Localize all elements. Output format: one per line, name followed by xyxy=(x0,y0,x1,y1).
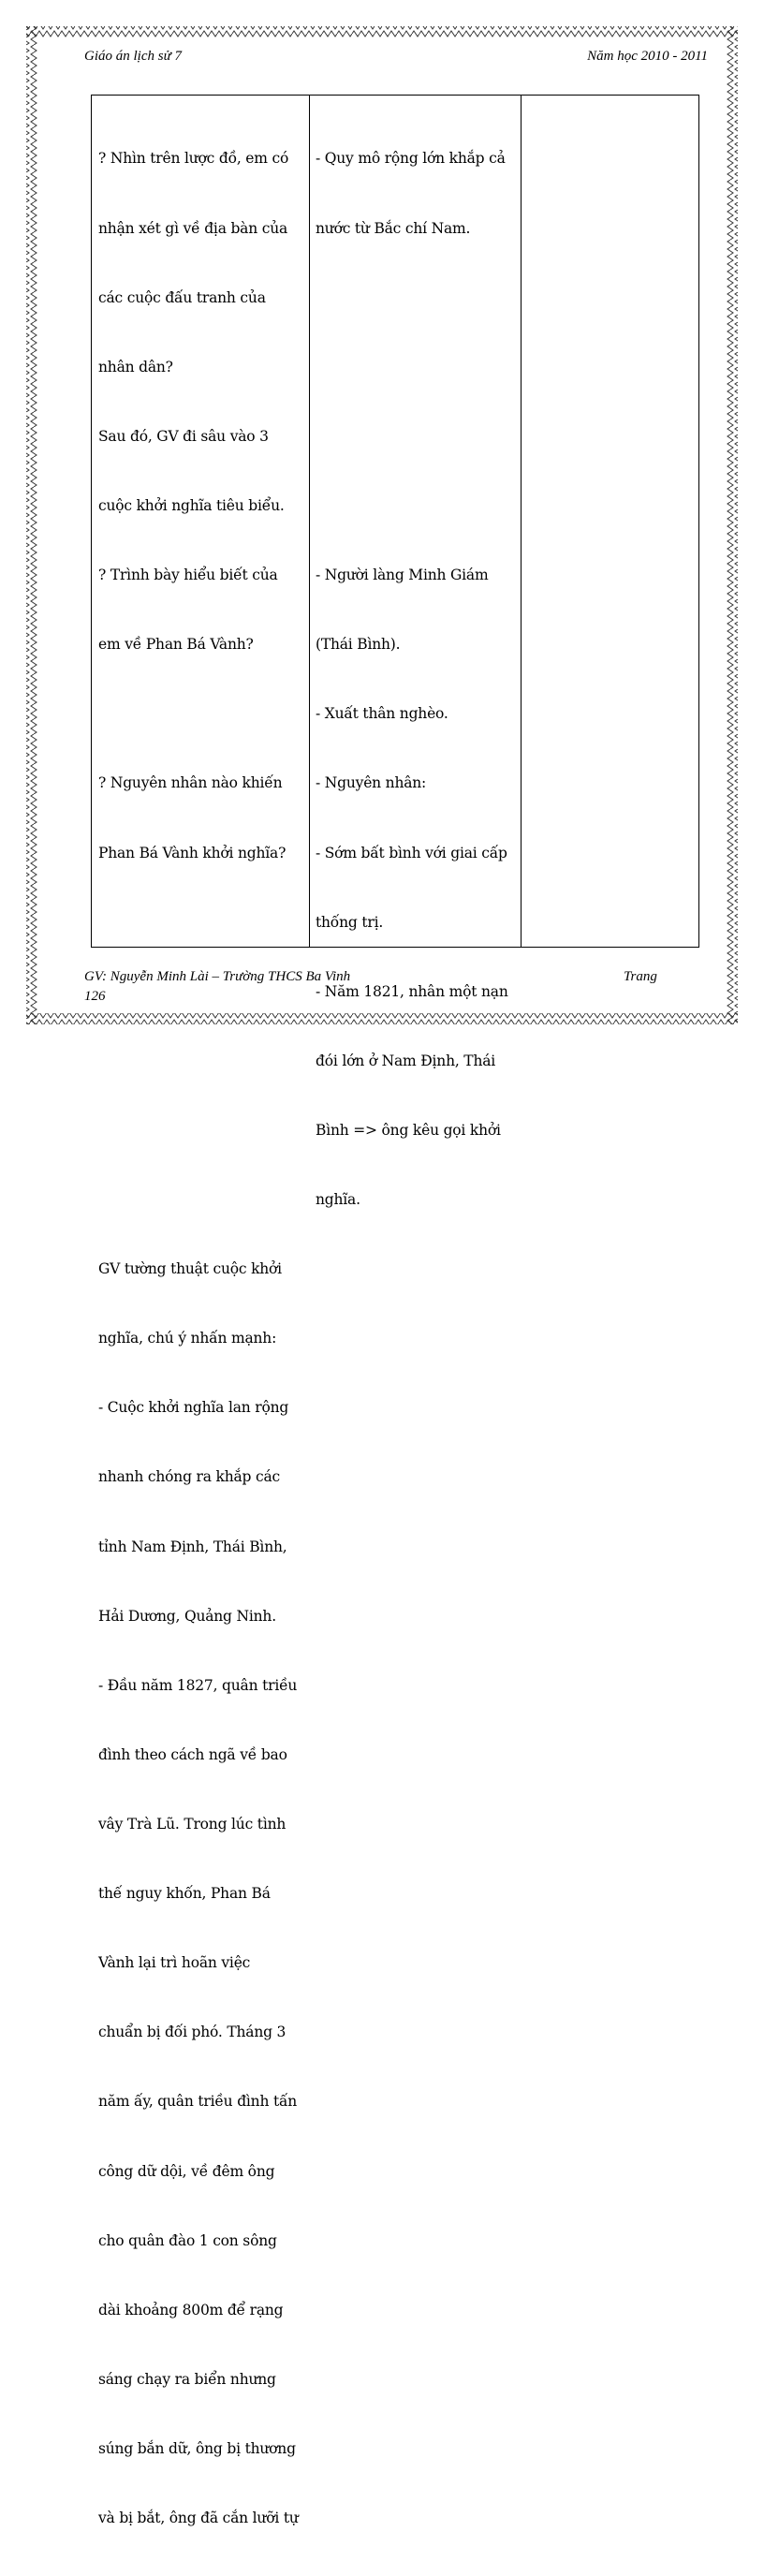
text-line: công dữ dội, về đêm ông xyxy=(98,2162,275,2180)
column-divider xyxy=(521,96,522,947)
text-line: - Nguyên nhân: xyxy=(316,774,427,792)
text-line: - Quy mô rộng lớn khắp cả xyxy=(316,150,506,168)
text-line: Hải Dương, Quảng Ninh. xyxy=(98,1607,276,1625)
text-line: Bình => ông kêu gọi khởi xyxy=(316,1121,501,1139)
header-title: Giáo án lịch sử 7 xyxy=(84,49,183,64)
text-line xyxy=(316,494,508,518)
footer-author: GV: Nguyễn Minh Lài – Trường THCS Ba Vinh xyxy=(84,969,351,984)
text-line: - Đầu năm 1827, quân triều xyxy=(98,1676,298,1694)
text-line: em về Phan Bá Vành? xyxy=(98,636,254,654)
teacher-activity-column xyxy=(98,101,299,2576)
text-line xyxy=(98,1119,299,1142)
text-line: - Cuộc khởi nghĩa lan rộng xyxy=(98,1399,289,1417)
text-line: và bị bắt, ông đã cắn lưỡi tự xyxy=(98,2510,299,2527)
text-line: đình theo cách ngã về bao xyxy=(98,1745,287,1763)
text-line: súng bắn dữ, ông bị thương xyxy=(98,2440,296,2458)
text-line: cho quân đào 1 con sông xyxy=(98,2231,277,2249)
text-line: - Người làng Minh Giám xyxy=(316,567,489,584)
text-line: GV tường thuật cuộc khởi xyxy=(98,1260,282,1278)
text-line xyxy=(98,911,299,935)
text-line: nhận xét gì về địa bàn của xyxy=(98,219,288,237)
text-line: nhanh chóng ra khắp các xyxy=(98,1468,280,1486)
text-line: thống trị. xyxy=(316,913,384,931)
text-line xyxy=(316,425,508,449)
text-line: - Xuất thân nghèo. xyxy=(316,705,448,723)
text-line: nghĩa, chú ý nhấn mạnh: xyxy=(98,1330,277,1347)
text-line: cuộc khởi nghĩa tiêu biểu. xyxy=(98,496,285,514)
text-line: vây Trà Lũ. Trong lúc tình xyxy=(98,1816,286,1833)
text-line: năm ấy, quân triều đình tấn xyxy=(98,2093,298,2111)
text-line: chuẩn bị đối phó. Tháng 3 xyxy=(98,2024,286,2041)
header-school-year: Năm học 2010 - 2011 xyxy=(587,49,708,64)
text-line: ? Trình bày hiểu biết của xyxy=(98,567,278,584)
text-line: Sau đó, GV đi sâu vào 3 xyxy=(98,427,269,445)
text-line: đói lớn ở Nam Định, Thái xyxy=(316,1052,496,1069)
text-line xyxy=(98,702,299,726)
text-line: - Năm 1821, nhân một nạn xyxy=(316,982,508,1000)
footer-page-label: Trang xyxy=(624,969,657,984)
footer-page-number: 126 xyxy=(84,989,106,1004)
text-line: dài khoảng 800m để rạng xyxy=(98,2301,284,2318)
text-line: nghĩa. xyxy=(316,1191,360,1209)
knowledge-column xyxy=(316,101,508,1258)
text-line xyxy=(316,287,508,310)
text-line xyxy=(98,1050,299,1073)
text-line: Phan Bá Vành khởi nghĩa? xyxy=(98,844,286,861)
text-line xyxy=(316,356,508,379)
column-divider xyxy=(309,96,310,947)
text-line: Vành lại trì hoãn việc xyxy=(98,1954,251,1972)
text-line: thế nguy khốn, Phan Bá xyxy=(98,1885,271,1903)
text-line: tỉnh Nam Định, Thái Bình, xyxy=(98,1538,287,1555)
text-line: sáng chạy ra biển nhưng xyxy=(98,2370,276,2388)
text-line: ? Nhìn trên lược đồ, em có xyxy=(98,150,289,168)
text-line: nước từ Bắc chí Nam. xyxy=(316,219,471,237)
text-line: - Sớm bất bình với giai cấp xyxy=(316,844,507,861)
text-line: ? Nguyên nhân nào khiến xyxy=(98,774,283,792)
text-line: (Thái Bình). xyxy=(316,636,401,654)
text-line: nhân dân? xyxy=(98,358,173,375)
text-line: các cuộc đấu tranh của xyxy=(98,288,266,306)
text-line xyxy=(98,1188,299,1212)
